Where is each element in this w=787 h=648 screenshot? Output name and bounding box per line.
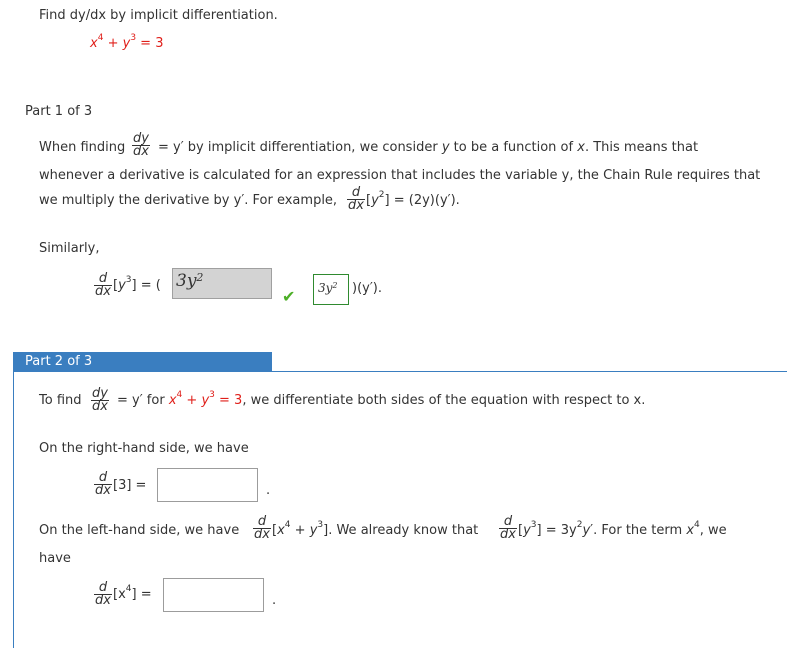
d-dx-fraction: $\frac{d}{dx}$ xyxy=(348,185,364,213)
x4-expr: $[x^4]$ = xyxy=(113,584,152,602)
part2-to-find-rest: = y′ for $x^4 + y^3 = 3$, we differentiate both sides of the equation with respect to x. xyxy=(117,390,646,408)
problem-equation: $x^4 + y^3 = 3$ xyxy=(90,33,164,51)
similarly-text: Similarly, xyxy=(39,241,100,256)
d-dx-fraction: $\frac{d}{dx}$ xyxy=(95,580,111,608)
part2-to-find: To find xyxy=(39,393,82,408)
dy-dx-fraction: $\frac{dy}{dx}$ xyxy=(133,131,149,159)
part1-y3-expr: $[y^3]$ = ( xyxy=(113,275,161,293)
lhs-intro: On the left-hand side, we have xyxy=(39,523,240,538)
part1-title: Part 1 of 3 xyxy=(25,104,93,119)
d-dx-fraction: $\frac{d}{dx}$ xyxy=(95,271,111,299)
correct-answer-box: $3y^2$ xyxy=(313,274,349,305)
d-dx-fraction: $\frac{d}{dx}$ xyxy=(254,514,270,542)
part2-divider xyxy=(13,371,787,372)
part1-line3: we multiply the derivative by y′. For example, xyxy=(39,193,338,208)
lhs-known-result: $[y^3] = 3y^2y'$. For the term $x^4$, we xyxy=(518,520,727,538)
rhs-expr: [3] = xyxy=(113,478,147,493)
checkmark-icon: ✔ xyxy=(282,287,296,306)
part1-tail: )(y′). xyxy=(352,281,382,296)
problem-instruction: Find dy/dx by implicit differentiation. xyxy=(39,8,278,23)
part1-line1-start: When finding xyxy=(39,140,126,155)
period: . xyxy=(272,593,277,608)
part1-line1-rest: = y′ by implicit differentiation, we consider y to be a function of x. This means that xyxy=(158,140,699,155)
part1-example: $[y^2] = (2y)(y')$. xyxy=(366,190,460,208)
part1-line2: whenever a derivative is calculated for an expression that includes the variable y, the Chain Rule requires that xyxy=(39,168,761,183)
part2-title: Part 2 of 3 xyxy=(13,352,272,372)
dy-dx-fraction: $\frac{dy}{dx}$ xyxy=(92,386,108,414)
part2-left-border xyxy=(13,371,14,648)
rhs-answer-input[interactable] xyxy=(157,468,258,502)
d-dx-fraction: $\frac{d}{dx}$ xyxy=(500,514,516,542)
period: . xyxy=(266,483,271,498)
x4-answer-input[interactable] xyxy=(163,578,264,612)
have-text: have xyxy=(39,551,71,566)
d-dx-fraction: $\frac{d}{dx}$ xyxy=(95,470,111,498)
rhs-intro: On the right-hand side, we have xyxy=(39,441,249,456)
answer-input-filled[interactable]: $3y^2$ xyxy=(172,268,272,299)
lhs-expr: $[x^4 + y^3]$. We already know that xyxy=(272,520,479,538)
